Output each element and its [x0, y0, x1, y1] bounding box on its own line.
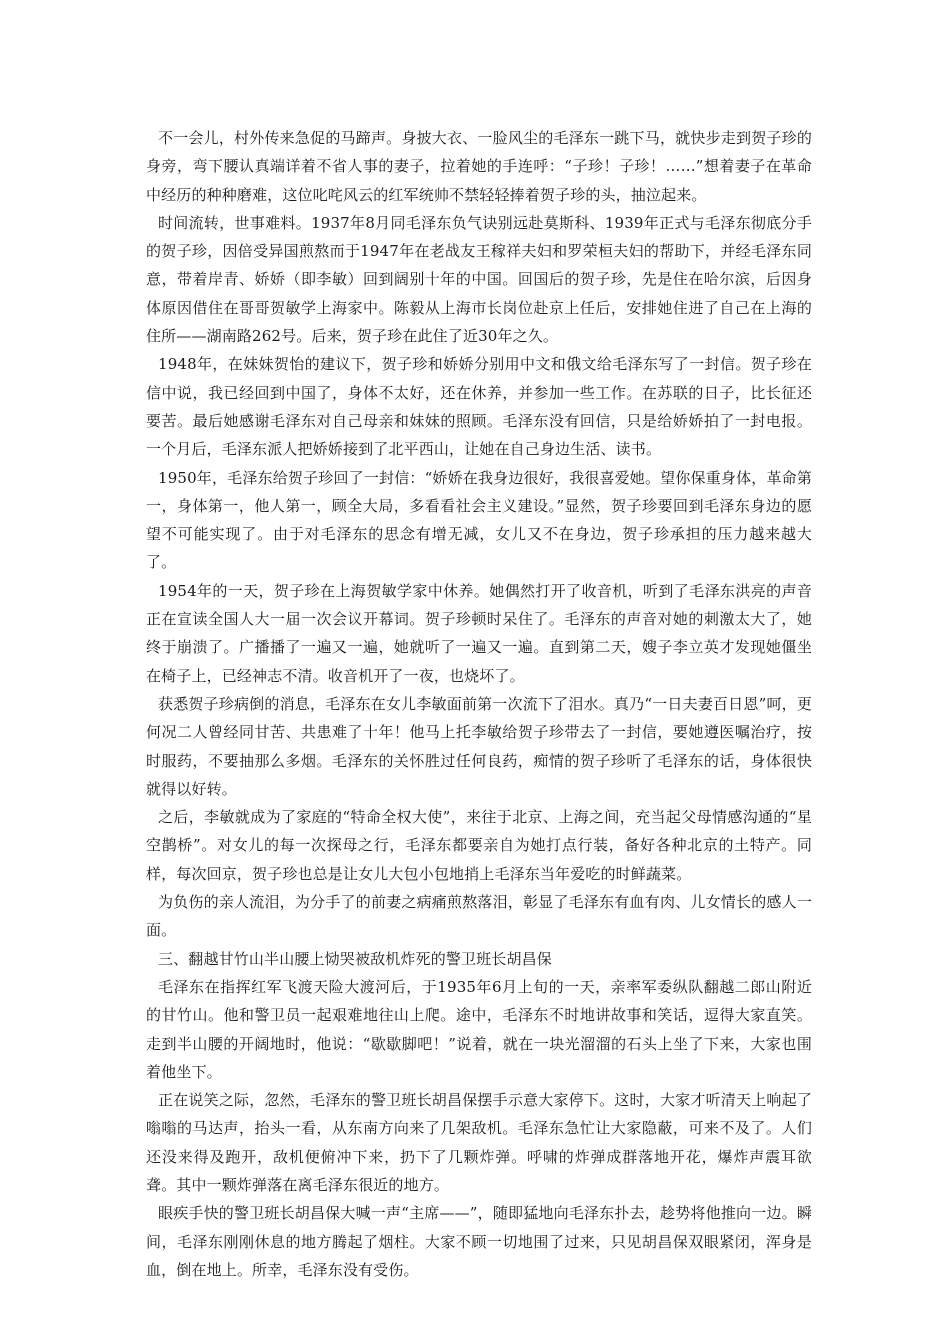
paragraph: 不一会儿，村外传来急促的马蹄声。身披大衣、一脸风尘的毛泽东一跳下马，就快步走到贺子珍的身旁，弯下腰认真端详着不省人事的妻子，拉着她的手连呼：“子珍！子珍！……”想着妻子在革命中经历的种种磨难，这位叱咤风云的红军统帅不禁轻轻捧着贺子珍的头，抽泣起来。 [146, 129, 812, 204]
paragraph: 1948年，在妹妹贺怡的建议下，贺子珍和娇娇分别用中文和俄文给毛泽东写了一封信。贺子珍在信中说，我已经回到中国了，身体不太好，还在休养，并参加一些工作。在苏联的日子，比长征还要苦。最后她感谢毛泽东对自己母亲和妹妹的照顾。毛泽东没有回信，只是给娇娇拍了一封电报。一个月后，毛泽东派人把娇娇接到了北平西山，让她在自己身边生活、读书。 [146, 355, 812, 459]
document-body [146, 124, 812, 1284]
paragraph: 为负伤的亲人流泪，为分手了的前妻之病痛煎熬落泪，彰显了毛泽东有血有肉、儿女情长的感人一面。 [146, 893, 812, 940]
paragraph: 正在说笑之际，忽然，毛泽东的警卫班长胡昌保摆手示意大家停下。这时，大家才听清天上响起了嗡嗡的马达声，抬头一看，从东南方向来了几架敌机。毛泽东急忙让大家隐蔽，可来不及了。人们还没来得及跑开，敌机便俯冲下来，扔下了几颗炸弹。呼啸的炸弹成群落地开花，爆炸声震耳欲聋。其中一颗炸弹落在离毛泽东很近的地方。 [146, 1091, 812, 1194]
paragraph: 1954年的一天，贺子珍在上海贺敏学家中休养。她偶然打开了收音机，听到了毛泽东洪亮的声音正在宣读全国人大一届一次会议开幕词。贺子珍顿时呆住了。毛泽东的声音对她的刺激太大了，她终于崩溃了。广播播了一遍又一遍，她就听了一遍又一遍。直到第二天，嫂子李立英才发现她僵坐在椅子上，已经神志不清。收音机开了一夜，也烧坏了。 [146, 581, 812, 685]
paragraph: 之后，李敏就成为了家庭的“特命全权大使”，来往于北京、上海之间，充当起父母情感沟通的“星空鹊桥”。对女儿的每一次探母之行，毛泽东都要亲自为她打点行装，备好各种北京的土特产。同样，每次回京，贺子珍也总是让女儿大包小包地捎上毛泽东当年爱吃的时鲜蔬菜。 [146, 808, 812, 883]
paragraph: 1950年，毛泽东给贺子珍回了一封信：“娇娇在我身边很好，我很喜爱她。望你保重身体，革命第一，身体第一，他人第一，顾全大局，多看看社会主义建设。”显然，贺子珍要回到毛泽东身边的愿望不可能实现了。由于对毛泽东的思念有增无减，女儿又不在身边，贺子珍承担的压力越来越大了。 [146, 468, 812, 572]
paragraph: 获悉贺子珍病倒的消息，毛泽东在女儿李敏面前第一次流下了泪水。真乃“一日夫妻百日恩”呵，更何况二人曾经同甘苦、共患难了十年！他马上托李敏给贺子珍带去了一封信，要她遵医嘱治疗，按时服药，不要抽那么多烟。毛泽东的关怀胜过任何良药，痴情的贺子珍听了毛泽东的话，身体很快就得以好转。 [146, 694, 812, 798]
paragraph: 时间流转，世事难料。1937年8月同毛泽东负气诀别远赴莫斯科、1939年正式与毛泽东彻底分手的贺子珍，因倍受异国煎熬而于1947年在老战友王稼祥夫妇和罗荣桓夫妇的帮助下，并经毛泽东同意，带着岸青、娇娇（即李敏）回到阔别十年的中国。回国后的贺子珍，先是住在哈尔滨，后因身体原因借住在哥哥贺敏学上海家中。陈毅从上海市长岗位赴京上任后，安排她住进了自己在上海的住所——湖南路262号。后来，贺子珍在此住了近30年之久。 [146, 213, 812, 346]
section-heading: 三、翻越甘竹山半山腰上恸哭被敌机炸死的警卫班长胡昌保 [158, 949, 552, 968]
paragraph: 毛泽东在指挥红军飞渡天险大渡河后，于1935年6月上旬的一天，亲率军委纵队翻越二郎山附近的甘竹山。他和警卫员一起艰难地往山上爬。途中，毛泽东不时地讲故事和笑话，逗得大家直笑。走到半山腰的开阔地时，他说：“歇歇脚吧！”说着，就在一块光溜溜的石头上坐了下来，大家也围着他坐下。 [146, 977, 812, 1081]
paragraph: 眼疾手快的警卫班长胡昌保大喊一声“主席——”，随即猛地向毛泽东扑去，趁势将他推向一边。瞬间，毛泽东刚刚休息的地方腾起了烟柱。大家不顾一切地围了过来，只见胡昌保双眼紧闭，浑身是血，倒在地上。所幸，毛泽东没有受伤。 [146, 1204, 812, 1279]
